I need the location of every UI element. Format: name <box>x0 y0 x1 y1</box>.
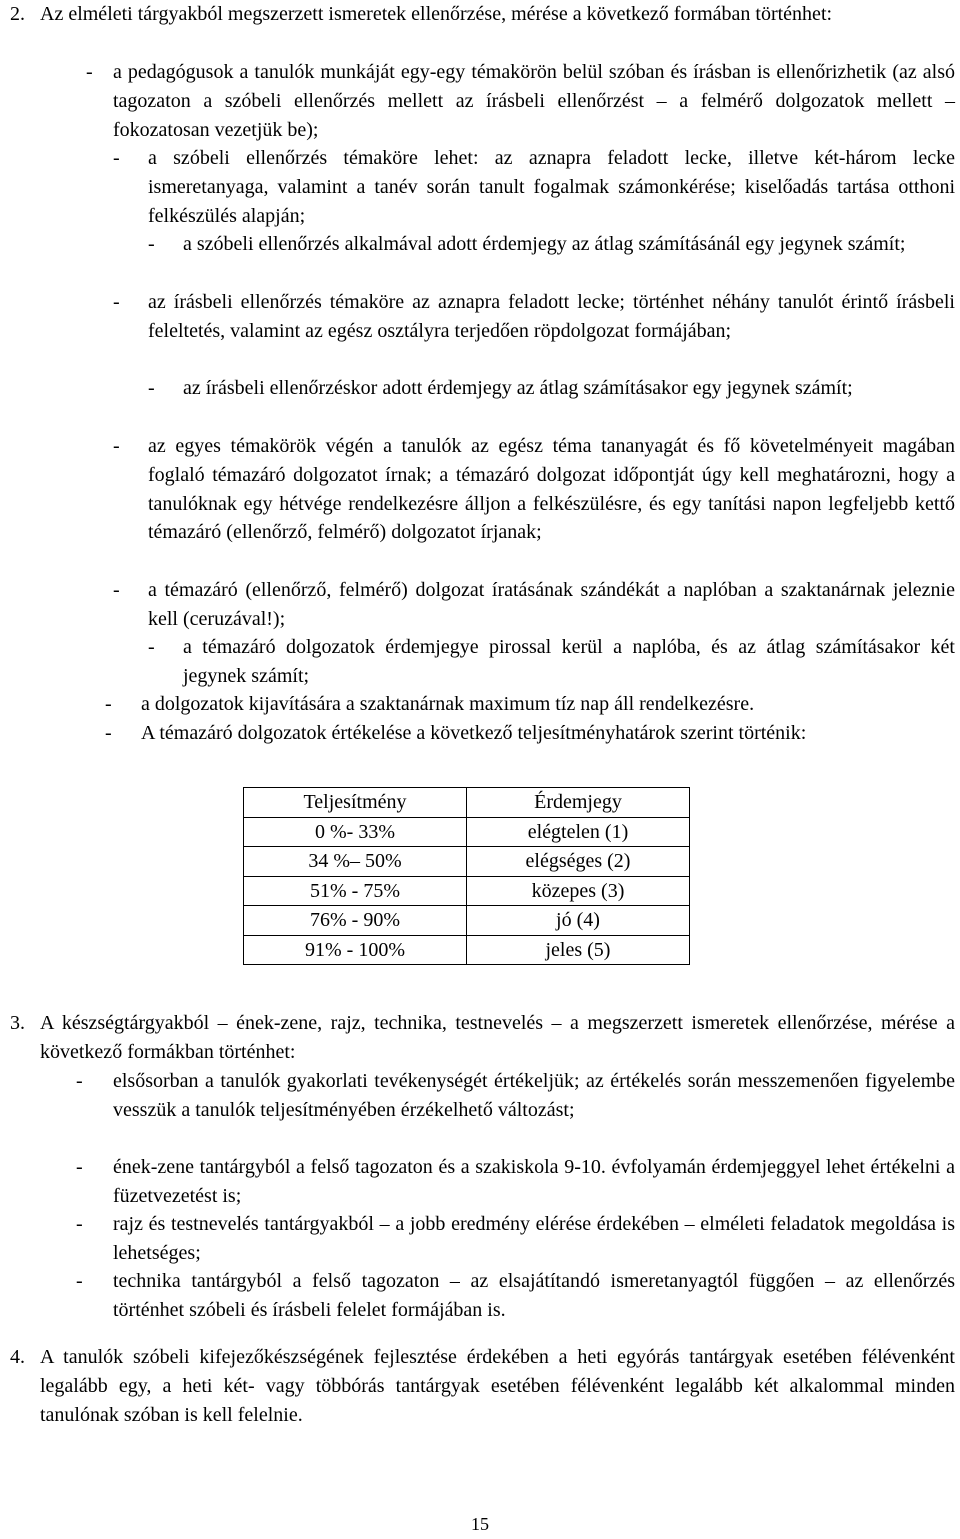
list-item: technika tantárgyból a felső tagozaton – az elsajátítandó ismeretanyagtól függően – az ellenőrzés történhet szóbeli és írásbeli felelet formájában is. <box>113 1270 955 1321</box>
list-item: elsősorban a tanulók gyakorlati tevékenységét értékeljük; az értékelés során messzemenően figyelembe vesszük a tanulók teljesítményében érzékelhető változást; <box>113 1070 955 1121</box>
table-cell: 34 %– 50% <box>244 847 467 877</box>
list-item: a pedagógusok a tanulók munkáját egy-egy témakörön belül szóban és írásban is ellenőrizhetik (az alsó tagozaton a szóbeli ellenőrzés mellett az írásbeli ellenőrzést – a felmérő dolgozatok mellett – fokozatosan vezetjük be); <box>113 61 955 141</box>
list-dash: - <box>76 1270 83 1292</box>
list-dash: - <box>76 1070 83 1092</box>
list-dash: - <box>86 61 93 83</box>
list-item: a témazáró dolgozatok érdemjegye pirossal kerül a naplóba, és az átlag számításakor két jegynek számít; <box>183 636 955 687</box>
table-row <box>244 906 690 936</box>
list-dash: - <box>113 291 120 313</box>
table-row <box>244 847 690 877</box>
list-item: rajz és testnevelés tantárgyakból – a jobb eredmény elérése érdekében – elméleti feladatok megoldása is lehetséges; <box>113 1213 955 1264</box>
table-cell: jeles (5) <box>467 935 690 965</box>
list-item: az egyes témakörök végén a tanulók az egész téma tananyagát és fő követelményeit magában foglaló témazáró dolgozatot írnak; a témazáró dolgozat időpontját úgy kell meghatározni, hogy a tanulóknak egy hétvége rendelkezésre álljon a felkészülésre, és egy tanítási napon legfeljebb kettő témazáró (ellenőrző, felmérő) dolgozatot írjanak; <box>148 435 955 544</box>
list-dash: - <box>105 693 112 715</box>
table-row <box>244 935 690 965</box>
table-header-row <box>244 788 690 818</box>
list-item: a dolgozatok kijavítására a szaktanárnak maximum tíz nap áll rendelkezésre. <box>141 693 755 715</box>
list-dash: - <box>113 435 120 457</box>
table-cell: 91% - 100% <box>244 935 467 965</box>
section-4-number: 4. <box>10 1346 25 1368</box>
section-3-number: 3. <box>10 1012 25 1034</box>
table-cell: elégséges (2) <box>467 847 690 877</box>
table-cell: közepes (3) <box>467 876 690 906</box>
list-dash: - <box>148 233 155 255</box>
list-item: A témazáró dolgozatok értékelése a következő teljesítményhatárok szerint történik: <box>141 722 807 744</box>
list-item: a témazáró (ellenőrző, felmérő) dolgozat íratásának szándékát a naplóban a szaktanárnak jeleznie kell (ceruzával!); <box>148 579 955 630</box>
grades-table <box>243 787 690 965</box>
table-header-cell: Teljesítmény <box>244 788 467 818</box>
section-2-intro: Az elméleti tárgyakból megszerzett ismeretek ellenőrzése, mérése a következő formában történhet: <box>40 3 833 25</box>
table-cell: 76% - 90% <box>244 906 467 936</box>
table-row <box>244 876 690 906</box>
list-dash: - <box>113 579 120 601</box>
list-dash: - <box>148 636 155 658</box>
list-dash: - <box>113 147 120 169</box>
table-row <box>244 817 690 847</box>
list-dash: - <box>105 722 112 744</box>
list-item: az írásbeli ellenőrzés témaköre az aznapra feladott lecke; történhet néhány tanulót érintő írásbeli feleltetés, valamint az egész osztályra terjedően röpdolgozat formájában; <box>148 291 955 342</box>
list-item: a szóbeli ellenőrzés témaköre lehet: az aznapra feladott lecke, illetve két-három lecke ismeretanyaga, valamint a tanév során tanult fogalmak számonkérése; kiselőadás tartása otthoni felkészülés alapján; <box>148 147 955 227</box>
table-cell: jó (4) <box>467 906 690 936</box>
list-dash: - <box>76 1213 83 1235</box>
table-cell: 51% - 75% <box>244 876 467 906</box>
section-4-text: A tanulók szóbeli kifejezőkészségének fejlesztése érdekében a heti egyórás tantárgyak esetében félévenként legalább egy, a heti két- vagy többórás tantárgyak esetében félévenként legalább két alkalommal minden tanulónak szóban is kell felelnie. <box>40 1346 955 1426</box>
section-3-intro: A készségtárgyakból – ének-zene, rajz, technika, testnevelés – a megszerzett ismeretek ellenőrzése, mérése a következő formákban történhet: <box>40 1012 955 1063</box>
list-dash: - <box>148 377 155 399</box>
list-item: a szóbeli ellenőrzés alkalmával adott érdemjegy az átlag számításánál egy jegynek számít; <box>183 233 906 255</box>
list-item: az írásbeli ellenőrzéskor adott érdemjegy az átlag számításakor egy jegynek számít; <box>183 377 853 399</box>
list-item: ének-zene tantárgyból a felső tagozaton és a szakiskola 9-10. évfolyamán érdemjeggyel lehet értékelni a füzetvezetést is; <box>113 1156 955 1207</box>
table-cell: 0 %- 33% <box>244 817 467 847</box>
page-number: 15 <box>471 1514 489 1534</box>
table-header-cell: Érdemjegy <box>467 788 690 818</box>
section-2-number: 2. <box>10 3 25 25</box>
table-cell: elégtelen (1) <box>467 817 690 847</box>
list-dash: - <box>76 1156 83 1178</box>
